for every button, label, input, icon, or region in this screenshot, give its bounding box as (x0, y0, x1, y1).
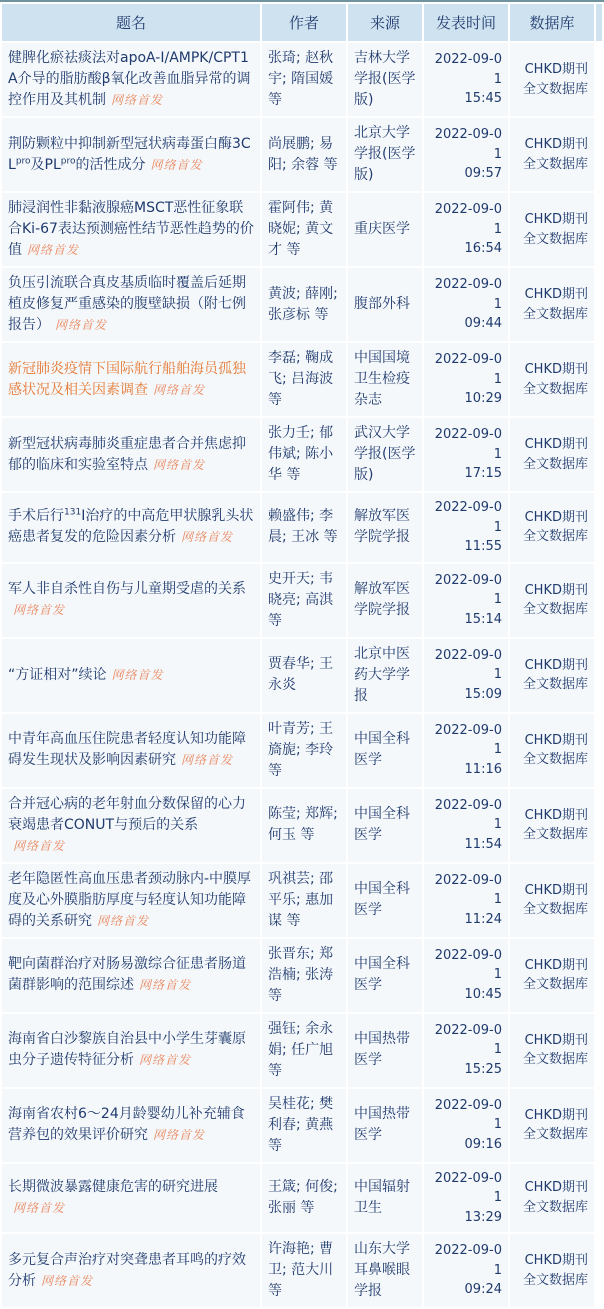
pub-time: 15:25 (464, 1061, 502, 1077)
row-edge-spacer (596, 268, 602, 341)
title-cell (2, 714, 260, 787)
source-link[interactable]: 中国热带医学 (354, 1031, 410, 1068)
title-cell (2, 418, 260, 491)
column-header-pubtime: 发表时间 (424, 4, 508, 41)
source-link[interactable]: 中国辐射卫生 (354, 1178, 410, 1216)
source-cell (348, 1089, 422, 1162)
article-title-link[interactable]: 合并冠心病的老年射血分数保留的心力衰竭患者CONUT与预后的关系 (8, 795, 246, 833)
authors-link[interactable]: 叶青芳; 王旖旎; 李玲 等 (268, 720, 334, 779)
article-title-link[interactable]: 长期微波暴露健康危害的研究进展 (8, 1178, 218, 1195)
search-results-table (0, 2, 604, 1309)
source-cell (348, 343, 422, 416)
article-title-link[interactable]: 肺浸润性非黏液腺癌MSCT恶性征象联合Ki-67表达预测癌性结节恶性趋势的价值 (8, 200, 254, 258)
article-title-link[interactable]: 中青年高血压住院患者轻度认知功能障碍发生现状及影响因素研究 (8, 731, 246, 768)
title-cell (2, 789, 260, 862)
pubtime-cell (424, 418, 508, 491)
authors-link[interactable]: 王箴; 何俊; 张丽 等 (268, 1178, 338, 1216)
database-cell: CHKD期刊全文数据库 (510, 268, 594, 341)
article-title-link[interactable]: 负压引流联合真皮基质临时覆盖后延期植皮修复严重感染的腹壁缺损（附七例报告） (8, 275, 246, 333)
source-cell (348, 268, 422, 341)
pubtime-cell (424, 1014, 508, 1087)
web-first-tag: 网络首发 (13, 1200, 66, 1215)
row-edge-spacer (596, 343, 602, 416)
web-first-tag: 网络首发 (27, 243, 80, 257)
pubtime-cell (424, 1164, 508, 1233)
column-header-title: 题名 (2, 4, 260, 41)
row-edge-spacer (596, 864, 602, 937)
pub-date: 2022-09-01 (434, 572, 502, 608)
authors-cell (262, 864, 346, 937)
authors-cell (262, 714, 346, 787)
title-cell (2, 1014, 260, 1087)
pub-time: 17:15 (464, 466, 502, 482)
database-cell: CHKD期刊全文数据库 (510, 1164, 594, 1233)
database-cell: CHKD期刊全文数据库 (510, 1234, 594, 1307)
database-cell: CHKD期刊全文数据库 (510, 193, 594, 266)
pubtime-cell (424, 1234, 508, 1307)
result-row (2, 1234, 602, 1307)
authors-link[interactable]: 陈莹; 郑辉; 何玉 等 (268, 806, 338, 843)
authors-cell (262, 43, 346, 116)
title-cell (2, 43, 260, 116)
row-edge-spacer (596, 564, 602, 637)
authors-link[interactable]: 李磊; 鞠成飞; 吕海波 等 (268, 350, 334, 408)
authors-cell (262, 343, 346, 416)
article-title-link[interactable]: 新型冠状病毒肺炎重症患者合并焦虑抑郁的临床和实验室特点 (8, 435, 246, 473)
authors-cell (262, 939, 346, 1012)
pub-date: 2022-09-01 (434, 277, 502, 312)
web-first-tag: 网络首发 (153, 382, 206, 397)
web-first-tag: 网络首发 (139, 978, 192, 992)
article-title-link[interactable]: 手术后行$^{131}$I治疗的中高危甲状腺乳头状癌患者复发的危险因素分析 (8, 507, 254, 546)
authors-cell (262, 789, 346, 862)
title-cell (2, 268, 260, 341)
web-first-tag: 网络首发 (153, 1128, 206, 1142)
pub-date: 2022-09-01 (434, 52, 502, 87)
pub-time: 10:45 (464, 986, 502, 1002)
row-edge-spacer (596, 939, 602, 1012)
web-first-tag: 网络首发 (97, 913, 150, 928)
pub-time: 16:54 (464, 241, 502, 257)
pubtime-cell (424, 118, 508, 191)
authors-link[interactable]: 张晋东; 郑浩楠; 张涛 等 (268, 945, 334, 1004)
database-cell: CHKD期刊全文数据库 (510, 418, 594, 491)
article-title-link[interactable]: 军人非自杀性自伤与儿童期受虐的关系 (8, 581, 246, 597)
source-link[interactable]: 北京大学学报(医学版) (354, 125, 416, 183)
database-cell: CHKD期刊全文数据库 (510, 343, 594, 416)
title-cell (2, 118, 260, 191)
authors-cell (262, 1164, 346, 1233)
source-link[interactable]: 中国国境卫生检疫杂志 (354, 350, 410, 408)
article-title-link[interactable]: 荆防颗粒中抑制新型冠状病毒蛋白酶$3CL^{pro}$及$PL^{pro}$的活性成分 (8, 135, 251, 173)
pubtime-cell (424, 193, 508, 266)
source-cell (348, 714, 422, 787)
authors-link[interactable]: 张力壬; 郁伟斌; 陈小华 等 (268, 425, 334, 483)
source-link[interactable]: 中国全科医学 (354, 806, 410, 843)
web-first-tag: 网络首发 (111, 667, 164, 682)
result-row (2, 789, 602, 862)
source-link[interactable]: 腹部外科 (354, 296, 410, 312)
article-title-link[interactable]: 新冠肺炎疫情下国际航行船舶海员孤独感状况及相关因素调查 (8, 360, 246, 398)
database-cell: CHKD期刊全文数据库 (510, 939, 594, 1012)
result-row (2, 1164, 602, 1233)
title-cell (2, 1089, 260, 1162)
authors-cell (262, 493, 346, 562)
web-first-tag: 网络首发 (139, 1053, 192, 1067)
title-cell (2, 639, 260, 712)
row-edge-spacer (596, 193, 602, 266)
web-first-tag: 网络首发 (153, 457, 206, 472)
authors-link[interactable]: 吴桂花; 樊利春; 黄燕 等 (268, 1095, 334, 1154)
pub-time: 13:29 (464, 1209, 502, 1225)
source-cell (348, 564, 422, 637)
result-row (2, 493, 602, 562)
pubtime-cell (424, 714, 508, 787)
pub-time: 11:55 (464, 539, 502, 554)
source-link[interactable]: 北京中医药大学学报 (354, 645, 410, 704)
article-title-link[interactable]: 老年隐匿性高血压患者颈动脉内-中膜厚度及心外膜脂肪厚度与轻度认知功能障碍的关系研究 (8, 870, 252, 929)
title-cell (2, 564, 260, 637)
source-cell (348, 789, 422, 862)
pubtime-cell (424, 564, 508, 637)
source-link[interactable]: 重庆医学 (354, 221, 410, 237)
title-cell (2, 939, 260, 1012)
source-link[interactable]: 吉林大学学报(医学版) (354, 50, 416, 108)
authors-link[interactable]: 巩祺芸; 邵平乐; 惠加谋 等 (268, 870, 334, 929)
source-cell (348, 1234, 422, 1307)
row-edge-spacer (596, 418, 602, 491)
source-link[interactable]: 解放军医学院学报 (354, 581, 410, 618)
pub-time: 09:57 (464, 166, 502, 182)
authors-cell (262, 1234, 346, 1307)
row-edge-spacer (596, 639, 602, 712)
source-cell (348, 493, 422, 562)
pub-date: 2022-09-01 (434, 872, 502, 908)
title-cell (2, 193, 260, 266)
title-cell (2, 493, 260, 562)
row-edge-spacer (596, 1089, 602, 1162)
pub-time: 11:24 (464, 911, 502, 927)
source-link[interactable]: 解放军医学院学报 (354, 508, 410, 546)
web-first-tag: 网络首发 (13, 838, 66, 853)
source-cell (348, 418, 422, 491)
pubtime-cell (424, 493, 508, 562)
authors-link[interactable]: 黄波; 薛刚; 张彦标 等 (268, 285, 338, 323)
pub-date: 2022-09-01 (434, 1097, 502, 1133)
authors-link[interactable]: 强钰; 余永娟; 任广旭 等 (268, 1020, 334, 1079)
pub-date: 2022-09-01 (434, 352, 502, 387)
result-row (2, 343, 602, 416)
database-cell: CHKD期刊全文数据库 (510, 118, 594, 191)
pub-date: 2022-09-01 (434, 427, 502, 462)
header-edge-spacer (596, 4, 602, 41)
database-cell: CHKD期刊全文数据库 (510, 564, 594, 637)
authors-cell (262, 1014, 346, 1087)
row-edge-spacer (596, 1234, 602, 1307)
database-cell: CHKD期刊全文数据库 (510, 714, 594, 787)
result-row (2, 639, 602, 712)
column-header-database: 数据库 (510, 4, 594, 41)
result-row (2, 268, 602, 341)
pub-time: 15:09 (464, 686, 502, 702)
pub-time: 09:44 (464, 316, 502, 332)
pub-date: 2022-09-01 (434, 947, 502, 983)
pubtime-cell (424, 639, 508, 712)
database-cell: CHKD期刊全文数据库 (510, 789, 594, 862)
source-cell (348, 43, 422, 116)
row-edge-spacer (596, 493, 602, 562)
result-row (2, 418, 602, 491)
authors-link[interactable]: 霍阿伟; 黄晓妮; 黄文才 等 (268, 200, 334, 258)
web-first-tag: 网络首发 (111, 93, 164, 107)
result-row (2, 939, 602, 1012)
pub-time: 10:29 (464, 391, 502, 407)
authors-link[interactable]: 史开天; 韦晓亮; 高淇 等 (268, 570, 334, 629)
authors-link[interactable]: 张琦; 赵秋宇; 隋国媛 等 (268, 50, 334, 108)
source-link[interactable]: 中国全科医学 (354, 881, 410, 918)
pub-time: 11:16 (464, 761, 502, 777)
pubtime-cell (424, 789, 508, 862)
article-title-link[interactable]: 靶向菌群治疗对肠易激综合征患者肠道菌群影响的范围综述 (8, 956, 246, 993)
table-header-row (2, 4, 602, 41)
web-first-tag: 网络首发 (181, 753, 234, 767)
pub-time: 11:54 (464, 836, 502, 852)
pubtime-cell (424, 939, 508, 1012)
pubtime-cell (424, 343, 508, 416)
web-first-tag: 网络首发 (41, 1273, 94, 1288)
row-edge-spacer (596, 789, 602, 862)
pub-date: 2022-09-01 (434, 202, 502, 237)
authors-link[interactable]: 许海艳; 曹卫; 范大川 等 (268, 1241, 334, 1299)
article-title-link[interactable]: 海南省白沙黎族自治县中小学生芽囊原虫分子遗传特征分析 (8, 1031, 246, 1068)
source-cell (348, 639, 422, 712)
pub-date: 2022-09-01 (434, 797, 502, 833)
source-link[interactable]: 中国全科医学 (354, 956, 410, 993)
database-cell: CHKD期刊全文数据库 (510, 1089, 594, 1162)
title-cell (2, 343, 260, 416)
title-cell (2, 864, 260, 937)
title-cell (2, 1234, 260, 1307)
article-title-link[interactable]: 多元复合声治疗对突聋患者耳鸣的疗效分析 (8, 1251, 246, 1289)
pub-time: 09:24 (464, 1282, 502, 1298)
web-first-tag: 网络首发 (13, 603, 66, 617)
pub-date: 2022-09-01 (434, 127, 502, 162)
pub-date: 2022-09-01 (434, 1243, 502, 1278)
result-row (2, 1089, 602, 1162)
source-cell (348, 193, 422, 266)
authors-cell (262, 564, 346, 637)
row-edge-spacer (596, 118, 602, 191)
authors-link[interactable]: 尚展鹏; 易阳; 余蓉 等 (268, 135, 338, 173)
source-link[interactable]: 山东大学耳鼻喉眼学报 (354, 1241, 410, 1299)
pubtime-cell (424, 864, 508, 937)
source-cell (348, 939, 422, 1012)
authors-cell (262, 118, 346, 191)
authors-cell (262, 418, 346, 491)
result-row (2, 43, 602, 116)
database-cell: CHKD期刊全文数据库 (510, 43, 594, 116)
authors-cell (262, 1089, 346, 1162)
pubtime-cell (424, 268, 508, 341)
result-row (2, 118, 602, 191)
pub-time: 15:45 (464, 91, 502, 107)
pub-date: 2022-09-01 (434, 1170, 502, 1205)
authors-cell (262, 639, 346, 712)
source-cell (348, 118, 422, 191)
source-link[interactable]: 中国热带医学 (354, 1106, 410, 1143)
pubtime-cell (424, 1089, 508, 1162)
column-header-source: 来源 (348, 4, 422, 41)
result-row (2, 1014, 602, 1087)
source-link[interactable]: 中国全科医学 (354, 731, 410, 768)
pub-date: 2022-09-01 (434, 647, 502, 683)
web-first-tag: 网络首发 (55, 318, 108, 332)
source-cell (348, 864, 422, 937)
authors-link[interactable]: 赖盛伟; 李晨; 王冰 等 (268, 508, 338, 546)
column-header-authors: 作者 (262, 4, 346, 41)
source-cell (348, 1014, 422, 1087)
result-row (2, 564, 602, 637)
web-first-tag: 网络首发 (150, 157, 203, 172)
article-title-link[interactable]: “方证相对”续论 (8, 666, 107, 683)
result-row (2, 714, 602, 787)
pub-time: 09:16 (464, 1136, 502, 1152)
article-title-link[interactable]: 健脾化瘀祛痰法对apoA-Ⅰ/AMPK/CPT1A介导的脂肪酸β氧化改善血脂异常的调控作用及其机制 (8, 50, 251, 108)
row-edge-spacer (596, 1164, 602, 1233)
web-first-tag: 网络首发 (181, 530, 234, 545)
pub-date: 2022-09-01 (434, 1022, 502, 1058)
row-edge-spacer (596, 1014, 602, 1087)
pubtime-cell (424, 43, 508, 116)
row-edge-spacer (596, 714, 602, 787)
pub-time: 15:14 (464, 611, 502, 627)
source-link[interactable]: 武汉大学学报(医学版) (354, 425, 416, 483)
article-title-link[interactable]: 海南省农村6～24月龄婴幼儿补充辅食营养包的效果评价研究 (8, 1106, 245, 1143)
row-edge-spacer (596, 43, 602, 116)
authors-cell (262, 268, 346, 341)
title-cell (2, 1164, 260, 1233)
source-cell (348, 1164, 422, 1233)
result-row (2, 864, 602, 937)
database-cell: CHKD期刊全文数据库 (510, 1014, 594, 1087)
pub-date: 2022-09-01 (434, 500, 502, 535)
authors-cell (262, 193, 346, 266)
authors-link[interactable]: 贾春华; 王永炎 (268, 656, 334, 693)
database-cell: CHKD期刊全文数据库 (510, 639, 594, 712)
database-cell: CHKD期刊全文数据库 (510, 493, 594, 562)
pub-date: 2022-09-01 (434, 722, 502, 758)
database-cell: CHKD期刊全文数据库 (510, 864, 594, 937)
result-row (2, 193, 602, 266)
